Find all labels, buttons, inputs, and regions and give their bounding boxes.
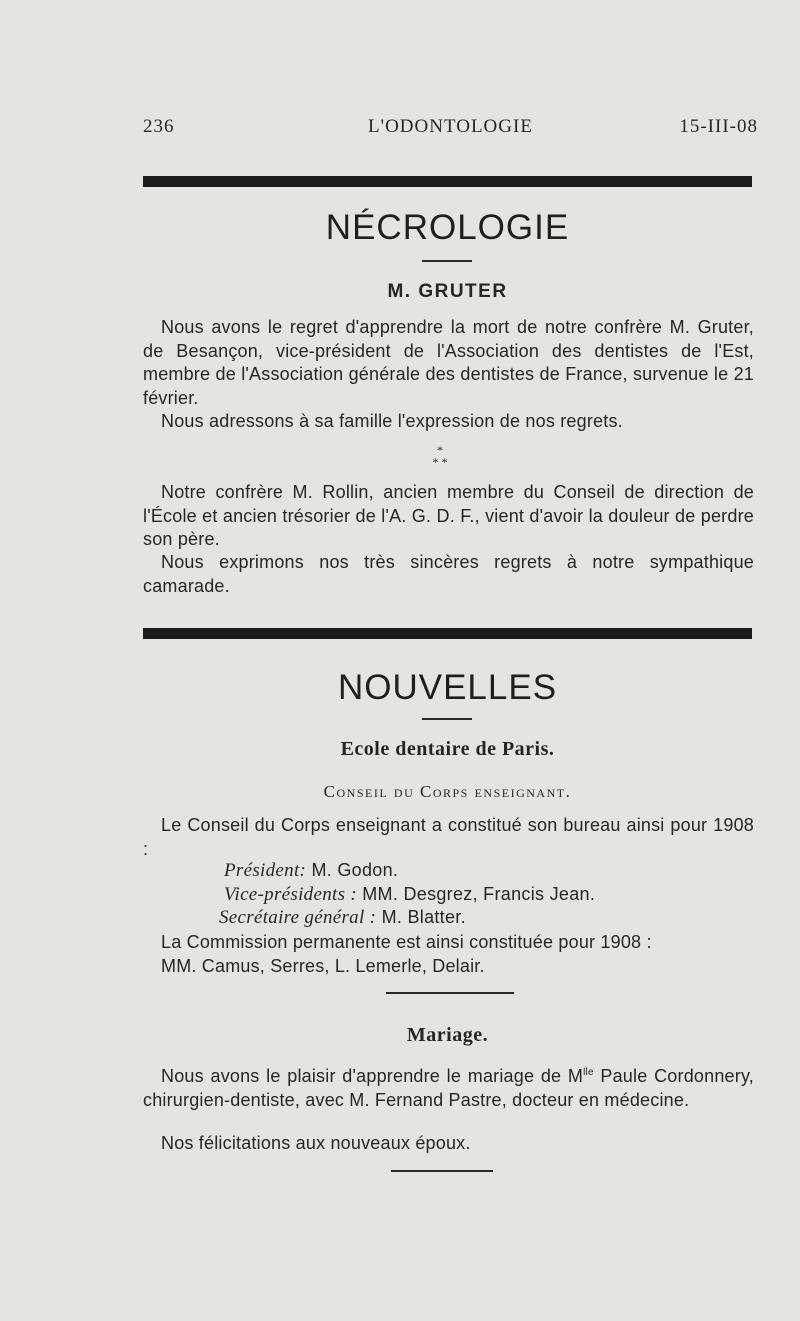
asterism-separator: * * * (432, 443, 448, 469)
mariage-superscript: lle (583, 1067, 594, 1078)
president-value: M. Godon. (311, 860, 399, 880)
commission-paragraph: La Commission permanente est ainsi constituée pour 1908 : (161, 932, 652, 952)
secretary-label: Secrétaire général : (219, 907, 377, 928)
title-underline (422, 718, 472, 720)
vice-presidents-label: Vice-présidents : (224, 884, 357, 905)
issue-date: 15-III-08 (679, 116, 758, 137)
vice-presidents-value: MM. Desgrez, Francis Jean. (362, 884, 596, 904)
president-label: Président: (224, 860, 307, 881)
necrologie-title: NÉCROLOGIE (325, 208, 570, 247)
mariage-text-start: Nous avons le plaisir d'apprendre le mariage de M (161, 1066, 584, 1086)
obituary-paragraph-2: Nous adressons à sa famille l'expression de nos regrets. (161, 411, 623, 431)
president-line (224, 860, 398, 882)
end-divider (391, 1170, 493, 1172)
obituary-heading: M. GRUTER (387, 281, 508, 302)
commission-members: MM. Camus, Serres, L. Lemerle, Delair. (161, 956, 485, 976)
obituary-paragraph-4: Nous exprimons nos très sincères regrets à notre sympathique camarade. (143, 552, 754, 596)
journal-title: L'ODONTOLOGIE (368, 116, 533, 137)
mariage-heading: Mariage. (406, 1024, 489, 1046)
vice-presidents-line (224, 884, 595, 906)
running-head (143, 116, 758, 142)
obituary-paragraph-1: Nous avons le regret d'apprendre la mort de notre confrère M. Gruter, de Besançon, vice-président de l'Association des dentistes de l'Est, membre de l'Association générale des dentistes de France, survenue le 21 février. (143, 317, 754, 408)
title-underline (422, 260, 472, 262)
school-heading: Ecole dentaire de Paris. (340, 738, 555, 760)
mariage-paragraph-2: Nos félicitations aux nouveaux époux. (161, 1133, 471, 1153)
council-heading: Conseil du Corps enseignant. (323, 782, 572, 801)
mariage-paragraph-1 (143, 1061, 754, 1112)
council-paragraph: Le Conseil du Corps enseignant a constitué son bureau ainsi pour 1908 : (143, 815, 754, 859)
short-divider (386, 992, 514, 994)
mariage-text-end: Paule Cordonnery, chirurgien-dentiste, avec M. Fernand Pastre, docteur en médecine. (143, 1066, 755, 1110)
page-number: 236 (143, 116, 175, 137)
obituary-paragraph-3: Notre confrère M. Rollin, ancien membre du Conseil de direction de l'École et ancien trésorier de l'A. G. D. F., vient d'avoir la douleur de perdre son père. (143, 482, 754, 549)
nouvelles-title: NOUVELLES (337, 668, 558, 707)
section-divider-top (143, 176, 752, 187)
secretary-value: M. Blatter. (381, 907, 466, 927)
secretary-line (219, 907, 466, 929)
section-divider-middle (143, 628, 752, 639)
